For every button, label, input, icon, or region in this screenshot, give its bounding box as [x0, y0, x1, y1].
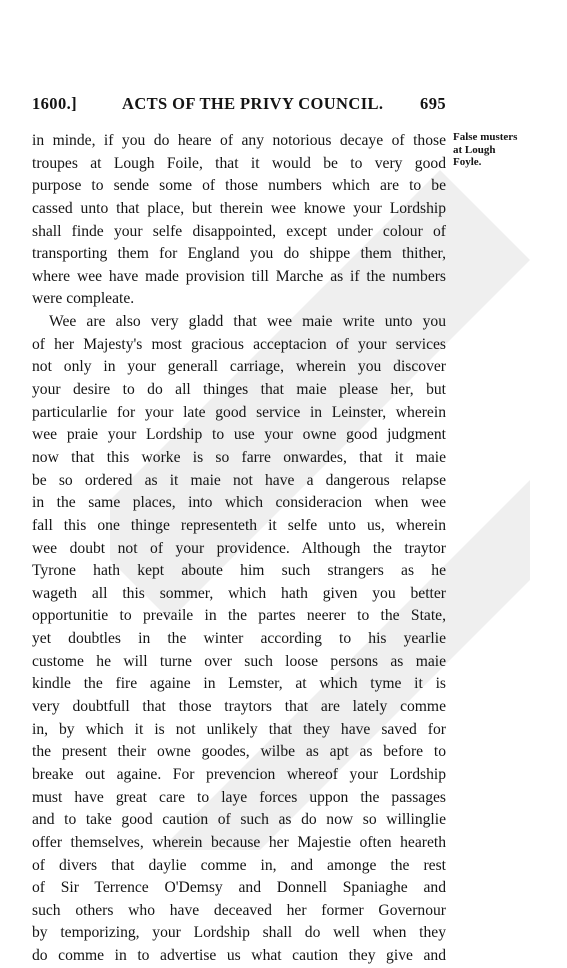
text-line: were compleate. [32, 290, 135, 308]
text-line: Tyrone hath kept aboute him such strangers as he [32, 562, 446, 580]
text-line: particularlie for your late good service in Leinster, wherein [32, 403, 446, 421]
text-line: troupes at Lough Foile, that it would be to very good [32, 154, 446, 172]
text-line: kindle the fire againe in Lemster, at which tyme it is [32, 675, 446, 693]
text-line: in the same places, into which consideracion when wee [32, 494, 446, 512]
text-line: by temporizing, your Lordship shall do well when they [32, 924, 446, 942]
page-number: 695 [420, 94, 446, 113]
body-text [32, 130, 446, 968]
text-line: transporting them for England you do shippe them thither, [32, 245, 446, 263]
text-line: and to take good caution of such as do now so willinglie [32, 811, 446, 829]
text-line: in minde, if you do heare of any notorious decaye of those [32, 132, 446, 149]
page-title: ACTS OF THE PRIVY COUNCIL. [122, 94, 384, 113]
text-line: the present their owne goodes, wilbe as apt as before to [32, 743, 446, 761]
margin-note-line: False musters [453, 131, 518, 143]
text-line: such others who have deceaved her former Governour [32, 901, 446, 919]
text-line: of her Majesty's most gracious acceptacion of your services [32, 335, 446, 353]
text-line: cassed unto that place, but therein wee knowe your Lordship [32, 199, 446, 217]
text-line: of divers that daylie comme in, and amonge the rest [32, 856, 446, 874]
margin-note-line: Foyle. [453, 156, 482, 168]
text-line: be so ordered as it maie not have a dangerous relapse [32, 471, 446, 489]
text-line: offer themselves, wherein because her Majestie often heareth [32, 833, 446, 851]
text-line: Wee are also very gladd that wee maie write unto you [49, 313, 446, 331]
text-line: wee doubt not of your providence. Although the traytor [32, 539, 446, 557]
text-line: in, by which it is not unlikely that they have saved for [32, 720, 446, 738]
text-line: purpose to sende some of those numbers which are to be [32, 177, 446, 195]
text-line: opportunitie to prevaile in the partes neerer to the State, [32, 607, 446, 625]
text-line: yet doubtles in the winter according to his yearlie [32, 630, 446, 648]
text-line: wageth all this sommer, which hath given you better [32, 584, 446, 602]
margin-note-line: at Lough [453, 143, 496, 156]
running-head [32, 94, 446, 116]
text-line: shall finde your selfe disappointed, except under colour of [32, 222, 446, 240]
text-line: wee praie your Lordship to use your owne good judgment [32, 426, 446, 444]
text-line: your desire to do all thinges that maie please her, but [32, 381, 446, 399]
text-line: now that this worke is so farre onwardes, that it maie [32, 448, 446, 466]
text-line: fall this one thinge representeth it selfe unto us, wherein [32, 516, 446, 534]
text-line: where wee have made provision till Marche as if the numbers [32, 267, 446, 285]
year-label: 1600.] [32, 94, 78, 113]
text-line: custome he will turne over such loose persons as maie [32, 652, 446, 670]
text-line: not only in your generall carriage, wherein you discover [32, 358, 446, 376]
text-line: must have great care to laye forces uppon the passages [32, 788, 446, 806]
text-line: do comme in to advertise us what caution they give and [32, 947, 446, 965]
text-line: of Sir Terrence O'Demsy and Donnell Spaniaghe and [32, 879, 446, 897]
margin-note [453, 131, 543, 169]
text-line: breake out againe. For prevencion whereof your Lordship [32, 765, 446, 783]
text-line: very doubtfull that those traytors that are lately comme [32, 698, 446, 716]
